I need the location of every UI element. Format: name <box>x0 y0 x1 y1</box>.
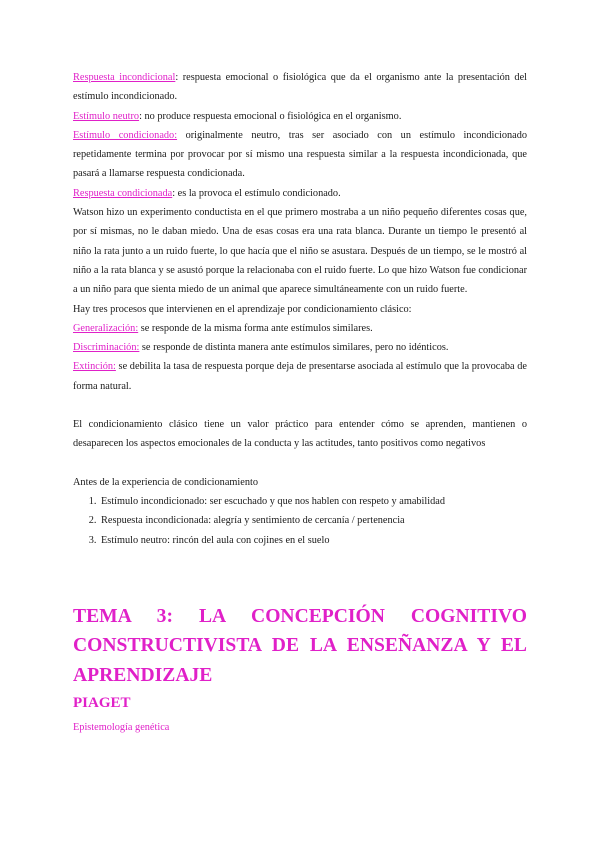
definition-paragraph <box>73 126 527 184</box>
definition-text: originalmente neutro, tras ser asociado con un estímulo incondicionado repetidamente termina por provocar por sí mismo una respuesta similar a la respuesta incondicionada, que pasará a llamarse respuesta condicionada. <box>73 129 527 180</box>
definition-text: no produce respuesta emocional o fisiológica en el organismo. <box>141 110 402 122</box>
definition-term: Respuesta incondicional <box>73 72 176 83</box>
processes-intro: Hay tres procesos que intervienen en el aprendizaje por condicionamiento clásico: <box>73 303 412 315</box>
spacer <box>73 550 527 602</box>
list-item: 1. Estímulo incondicionado: ser escuchado y que nos hablen con respeto y amabilidad <box>99 492 527 511</box>
definition-paragraph <box>73 107 527 126</box>
experience-heading: Antes de la experiencia de condicionamiento <box>73 476 258 488</box>
watson-paragraph: Watson hizo un experimento conductista en el que primero mostraba a un niño pequeño diferentes cosas que, por sí mismas, no le daban miedo. Una de esas cosas era una rata blanca. Durante un tiempo le presentó al niño la rata junto a un ruido fuerte, lo que hacía que el niño se asustara. Después de un tiempo, se le mostró al niño a la rata blanca y se asustó porque la relacionaba con el ruido fuerte. Lo que hizo Watson fue condicionar a un niño para que sienta miedo de un animal que aparece simultáneamente con un ruido fuerte. <box>73 207 527 296</box>
definition-term: Estímulo neutro <box>73 110 140 122</box>
document-page <box>73 68 527 738</box>
practical-paragraph: El condicionamiento clásico tiene un valor práctico para entender cómo se aprenden, mantienen o desaparecen los aspectos emocionales de la conducta y las actitudes, tanto positivos como negativos <box>73 419 527 450</box>
tema-title: TEMA 3: LA CONCEPCIÓN COGNITIVO CONSTRUCTIVISTA DE LA ENSEÑANZA Y EL APRENDIZAJE <box>73 605 527 686</box>
definition-term: Respuesta condicionada <box>73 187 173 199</box>
spacer <box>73 454 527 473</box>
definition-text: respuesta emocional o fisiológica que da el organismo ante la presentación del estímulo incondicionado. <box>73 72 527 103</box>
piaget-subheading: Epistemología genética <box>73 722 170 734</box>
experience-list <box>73 492 527 550</box>
process-term: Discriminación: <box>73 342 140 354</box>
list-item: 2. Respuesta incondicionada: alegría y sentimiento de cercanía / pertenencia <box>99 511 527 530</box>
definition-text: es la provoca el estímulo condicionado. <box>175 187 341 199</box>
process-paragraph <box>73 357 527 396</box>
definition-separator: : <box>175 72 179 83</box>
definition-term: Estímulo condicionado: <box>73 129 178 141</box>
definition-separator: : <box>139 110 142 122</box>
process-paragraph <box>73 338 527 357</box>
process-term: Generalización: <box>73 322 139 334</box>
definition-paragraph <box>73 68 527 107</box>
process-text: se responde de la misma forma ante estímulos similares. <box>138 322 373 334</box>
process-term: Extinción: <box>73 361 116 373</box>
definition-separator: : <box>172 187 176 199</box>
process-text: se debilita la tasa de respuesta porque deja de presentarse asociada al estímulo que la provocaba de forma natural. <box>73 361 527 392</box>
list-item: 3. Estímulo neutro: rincón del aula con cojines en el suelo <box>99 531 527 550</box>
piaget-heading: PIAGET <box>73 695 131 712</box>
process-paragraph <box>73 319 527 338</box>
spacer <box>73 396 527 415</box>
process-text: se responde de distinta manera ante estímulos similares, pero no idénticos. <box>139 342 449 354</box>
definition-paragraph <box>73 184 527 203</box>
